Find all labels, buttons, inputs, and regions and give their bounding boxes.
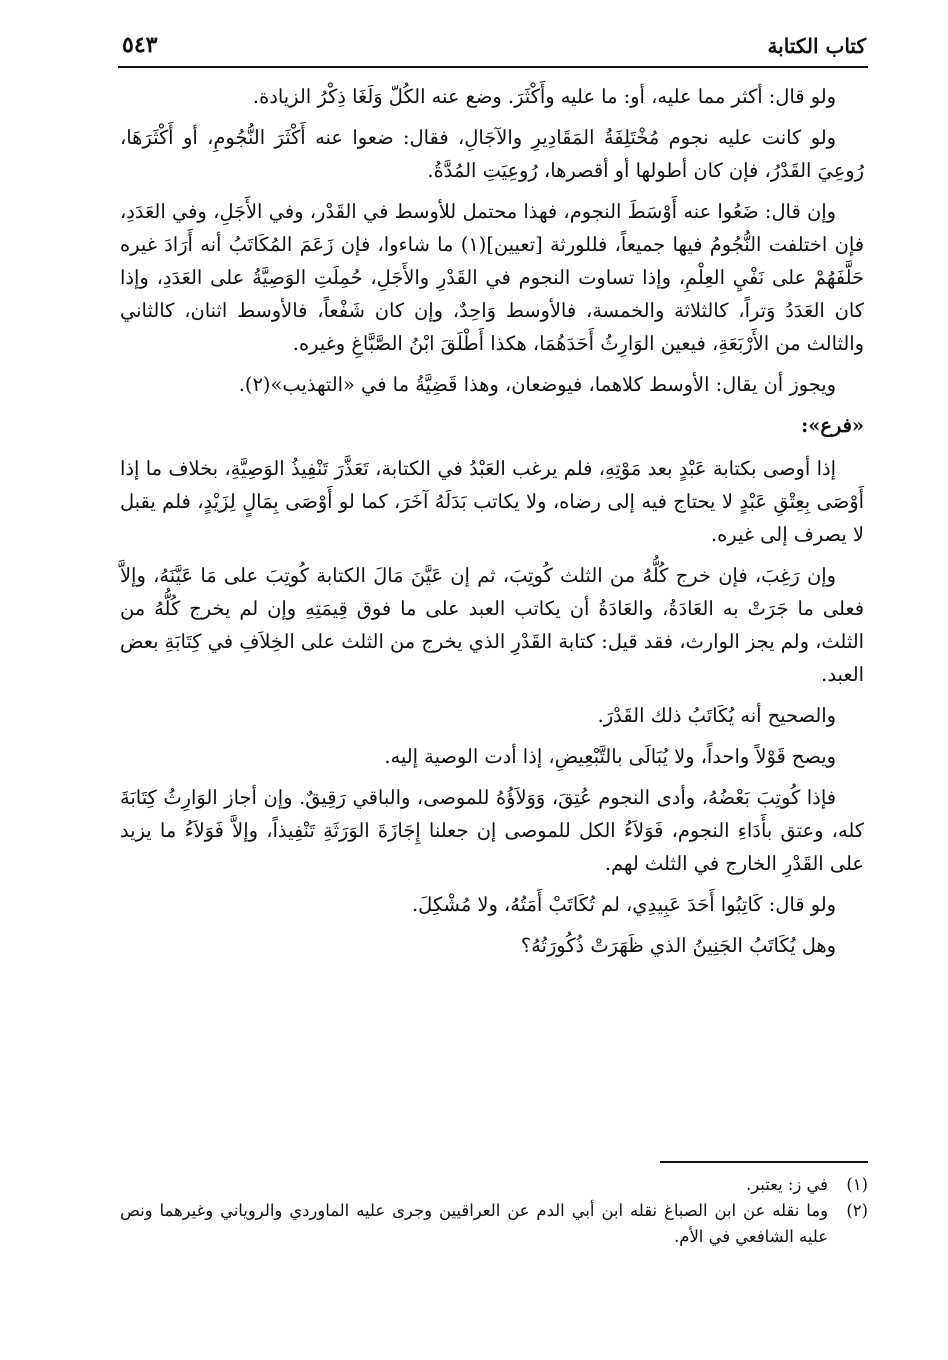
paragraph: فإذا كُوتِبَ بَعْضُهُ، وأدى النجوم عُتِقَ، وَوَلاَؤُهُ للموصى، والباقي رَقِيقٌ. وإن أجاز الوَارِثُ كِتَابَةَ كله، وعتق بأَدَاءِ النجوم، فَوَلاَءُ الكل للموصى إن جعلنا إِجَازَةَ الوَرَثَةِ تَنْفِيذاً، وإلاَّ فَوَلاَءُ ما يزيد على القَدْرِ الخارج في الثلث لهم. (120, 786, 864, 875)
footnotes (120, 1172, 868, 1250)
paragraph: ويجوز أن يقال: الأوسط كلاهما، فيوضعان، وهذا قَضِيَّةُ ما في «التهذيب»(٢). (238, 373, 836, 396)
footnote-number: (٢) (846, 1201, 868, 1220)
footnote-number: (١) (846, 1175, 868, 1194)
paragraph: وهل يُكَاتَبُ الجَنِينُ الذي ظَهَرَتْ ذُكُورَتُهُ؟ (520, 934, 836, 957)
chapter-title: كتاب الكتابة (767, 34, 866, 58)
footnote-text: في ز: يعتبر. (746, 1175, 828, 1194)
paragraph: والصحيح أنه يُكَاتَبُ ذلك القَدْرَ. (597, 704, 836, 727)
paragraph: إذا أوصى بكتابة عَبْدٍ بعد مَوْتِهِ، فلم يرغب العَبْدُ في الكتابة، تَعَذَّرَ تَنْفِيذُ الوَصِيَّةِ، بخلاف ما إذا أَوْصَى بِعِتْقِ عَبْدٍ لا يحتاج فيه إلى رضاه، ولا يكاتب بَدَلَهُ آخَرَ، كما لو أَوْصَى بِمَالٍ لِزَيْدٍ، فلم يقبل لا يصرف إلى غيره. (120, 457, 864, 546)
footnote (120, 1172, 868, 1198)
paragraph: ولو كانت عليه نجوم مُخْتَلِفَةُ المَقَادِيرِ والآجَالِ، فقال: ضعوا عنه أَكْثَرَ النُّجُومِ، أو أَكْثَرَهَا، رُوعِيَ القَدْرُ، فإن كان أطولها أو أقصرها، رُوعِيَتِ المُدَّةُ. (120, 126, 864, 182)
footnote-text: وما نقله عن ابن الصباغ نقله ابن أبي الدم عن العراقيين وجرى عليه الماوردي والروياني وغيرهما ونص عليه الشافعي في الأم. (120, 1201, 828, 1246)
paragraph: وإن قال: ضَعُوا عنه أَوْسَطَ النجوم، فهذا محتمل للأوسط في القَدْر، وفي الأَجَلِ، وفي العَدَدِ، فإن اختلفت النُّجُومُ فيها جميعاً، فللورثة [تعيين](١) ما شاءوا، فإن زَعَمَ المُكَاتَبُ أنه أَرَادَ غيره حَلَّفَهُمْ على نَفْيِ العِلْمِ، وإذا تساوت النجوم في القَدْرِ والأَجَلِ، حُمِلَتِ الوَصِيَّةُ على العَدَدِ، وإذا كان العَدَدُ وَتراً، كالثلاثة والخمسة، فالأوسط وَاحِدٌ، وإن كان شَفْعاً، فالأوسط اثنان، كالثاني والثالث من الأَرْبَعَةِ، فيعين الوَارِثُ أَحَدَهُمَا، هكذا أَطْلَقَ ابْنُ الصَّبَّاغِ وغيره. (120, 200, 864, 355)
footnote-divider (660, 1161, 868, 1163)
running-header (118, 30, 868, 68)
section-heading: «فرع»: (801, 414, 864, 437)
main-text (120, 80, 864, 970)
page-number: ٥٤٣ (122, 32, 158, 58)
paragraph: وإن رَغِبَ، فإن خرج كُلُّهُ من الثلث كُوتِبَ، ثم إن عَيَّنَ مَالَ الكتابة كُوتِبَ على مَا عَيَّنَهُ، وإلاَّ فعلى ما جَرَتْ به العَادَةُ، والعَادَةُ أن يكاتب العبد على ما فوق قِيمَتِهِ وإن لم يخرج كُلُّهُ من الثلث، ولم يجز الوارث، فقد قيل: كتابة القَدْرِ الذي يخرج من الثلث على الخِلاَفِ في كِتَابَةِ بعض العبد. (120, 564, 864, 686)
paragraph: ولو قال: أكثر مما عليه، أو: ما عليه وأَكْثَرَ. وضع عنه الكُلّ وَلَغَا ذِكْرُ الزيادة. (252, 85, 836, 108)
footnote (120, 1198, 868, 1250)
paragraph: ويصح قَوْلاً واحداً، ولا يُبَالَى بالتَّبْعِيضِ، إذا أدت الوصية إليه. (384, 745, 836, 768)
paragraph: ولو قال: كَاتِبُوا أَحَدَ عَبِيدِي، لم تُكَاتَبْ أَمَتُهُ، ولا مُشْكِلَ. (412, 893, 836, 916)
